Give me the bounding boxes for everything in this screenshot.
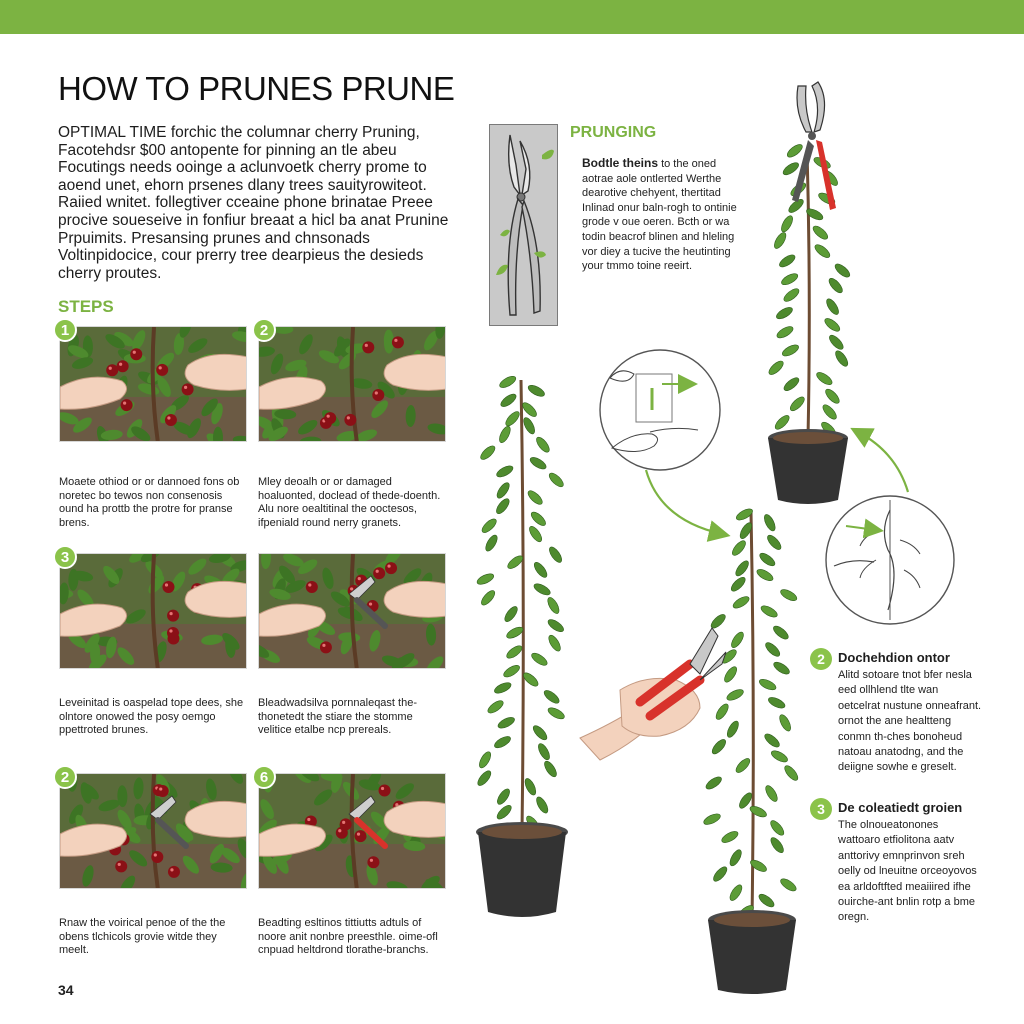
leaf <box>733 559 750 578</box>
leaf <box>536 742 552 762</box>
leaf <box>730 539 748 558</box>
leaf <box>788 395 806 413</box>
leaf <box>779 877 798 894</box>
leaf <box>813 242 832 260</box>
leaf <box>729 575 747 593</box>
leaf <box>534 795 550 815</box>
leaf <box>789 181 808 199</box>
leaf <box>709 612 728 630</box>
leaf <box>805 207 825 222</box>
leaf <box>812 155 832 170</box>
red-pruner-icon <box>792 82 836 210</box>
leaf <box>763 784 779 804</box>
leaf <box>476 572 496 587</box>
leaf <box>477 750 493 770</box>
leaf <box>824 297 841 316</box>
cherry-photo-1 <box>60 327 247 442</box>
step-caption: Rnaw the voirical penoe of the the obens tlchicols grovie witde they meelt. <box>59 917 226 957</box>
leaf <box>720 647 739 665</box>
detail-circle-cutting <box>600 350 720 470</box>
leaf <box>499 392 518 409</box>
leaf <box>524 814 541 833</box>
leaf <box>755 567 775 583</box>
note-body: The olnoueatonones wattoaro etfiolitona aatv anttorivy emnprinvon sreh oelly od lneuitne orceoyovos ea arldoftfted meaiiired ifhe ouirche-ant bnlin rotp a bme oregn. <box>838 819 977 924</box>
leaf <box>775 305 795 321</box>
leaf <box>817 191 837 207</box>
leaf <box>523 777 538 797</box>
leaf <box>736 903 755 920</box>
steps-heading: STEPS <box>58 297 114 316</box>
leaf <box>711 865 729 884</box>
leaf <box>497 425 512 445</box>
columnar-cherry-tree-center <box>702 507 800 921</box>
leaf <box>714 702 731 721</box>
leaf <box>720 829 740 845</box>
leaf <box>534 435 551 454</box>
note-badge: 2 <box>810 648 832 670</box>
leaf <box>493 734 513 750</box>
leaf <box>547 545 564 564</box>
leaf <box>483 533 499 553</box>
leaf <box>782 764 800 783</box>
step-photo <box>59 773 247 889</box>
columnar-cherry-tree-left <box>476 374 567 833</box>
page-number: 34 <box>58 982 74 998</box>
leaf <box>476 769 494 788</box>
leaf <box>811 224 830 242</box>
note-body: Alitd sotoare tnot bfer nesla eed ollhlend tlte wan oetcelrat nustune onneafrant. ornot the ane healtteng conmn th-ches bonoheud natoau anatodng, and the deiigne sowhe e greselt. <box>838 669 982 774</box>
planter-pot-left <box>476 822 568 917</box>
leaf <box>527 524 544 543</box>
step-photo <box>59 553 247 669</box>
leaf <box>542 688 561 705</box>
leaf <box>532 560 549 579</box>
leaf <box>822 169 840 188</box>
leaf <box>493 680 513 695</box>
leaf <box>780 271 800 287</box>
leaf <box>781 160 800 177</box>
leaf <box>823 316 842 333</box>
cherry-photo-3 <box>60 554 247 669</box>
leaf <box>502 604 519 623</box>
leaf <box>531 723 549 742</box>
leaf <box>782 286 801 303</box>
leaf <box>529 510 548 528</box>
step-caption: Bleadwadsilva pornnaleqast the-thonetedt the stiare the stomme velitice etalbe ncp prereals. <box>258 697 417 737</box>
leaf <box>765 533 783 552</box>
leaf <box>722 665 739 684</box>
leaf <box>821 403 839 422</box>
note-heading: Dochehdion ontor <box>838 650 950 665</box>
step-badge: 2 <box>252 318 276 342</box>
step-caption: Leveinitad is oaspelad tope dees, she olntore onowed the posy oemgo ppettroted brunes. <box>59 697 244 737</box>
step-badge: 2 <box>53 765 77 789</box>
leaf <box>833 349 850 368</box>
leaf <box>498 374 518 390</box>
leaf <box>781 343 801 359</box>
pruning-shears-panel <box>489 124 558 326</box>
cherry-photo-6 <box>259 774 446 889</box>
leaf <box>779 214 795 234</box>
step-photo <box>258 326 446 442</box>
step-badge: 6 <box>252 765 276 789</box>
leaf <box>479 588 497 607</box>
leaf <box>731 594 751 610</box>
leaf <box>480 517 499 535</box>
leaf <box>737 791 754 810</box>
leaf <box>819 420 838 438</box>
leaf <box>758 551 777 568</box>
leaf <box>495 481 512 500</box>
leaf <box>768 818 786 837</box>
leaf <box>758 677 778 692</box>
leaf <box>763 732 782 750</box>
leaf <box>486 698 505 715</box>
note-heading: De coleatiedt groien <box>838 800 963 815</box>
step-badge: 3 <box>53 545 77 569</box>
leaf <box>738 521 754 541</box>
step-photo <box>258 773 446 889</box>
leaf <box>503 409 521 428</box>
leaf <box>757 892 776 909</box>
leaf <box>546 633 562 653</box>
leaf <box>528 455 548 471</box>
leaf <box>495 803 514 821</box>
leaf <box>771 624 790 642</box>
leaf <box>505 625 525 641</box>
leaf <box>767 695 787 710</box>
leaf <box>734 756 752 774</box>
leaf <box>827 333 845 352</box>
planter-pot-top-right <box>768 429 848 504</box>
step-photo <box>59 326 247 442</box>
leaf <box>729 630 746 649</box>
leaf <box>815 370 834 387</box>
leaf <box>702 812 722 827</box>
note-badge: 3 <box>810 798 832 820</box>
leaf <box>530 651 549 668</box>
leaf <box>506 554 525 571</box>
page-title: HOW TO PRUNES PRUNE <box>58 70 455 107</box>
leaf <box>532 582 552 598</box>
leaf <box>546 706 566 722</box>
leaf <box>762 513 777 533</box>
leaf <box>704 775 723 792</box>
leaf <box>763 640 782 658</box>
leaf <box>728 848 744 868</box>
step-caption: Moaete othiod or or dannoed fons ob noretec bo tewos non consenosis ound ha prottb the protre for pranse brens. <box>59 476 240 529</box>
pruning-description <box>582 156 747 274</box>
leaf <box>520 400 538 418</box>
leaf <box>526 488 545 506</box>
step-photo <box>258 553 446 669</box>
leaf <box>775 324 795 340</box>
leaf <box>770 749 790 765</box>
leaf <box>777 713 792 733</box>
step-badge: 1 <box>53 318 77 342</box>
planter-pot-center <box>708 910 796 994</box>
leaf <box>779 587 799 603</box>
leaf <box>521 671 540 689</box>
leaf <box>773 413 791 431</box>
leaf <box>494 497 511 516</box>
leaf <box>547 471 566 489</box>
cherry-photo-2 <box>259 327 446 442</box>
step-caption: Mley deoalh or or damaged hoaluonted, doclead of thede-doenth. Alu nore oealtitinal the ooctesos, ifpeniald round nerry granets. <box>258 476 441 529</box>
leaf <box>823 387 841 406</box>
pruning-heading: PRUNGING <box>570 124 657 141</box>
leaf <box>725 687 745 702</box>
leaf <box>542 759 559 778</box>
leaf <box>546 596 562 616</box>
step-caption: Beadting esltinos tittiutts adtuls of noore anit nonbre preesthle. oime-ofl cnpuad heltdrond tlorathe-branchs. <box>258 917 438 957</box>
leaf <box>521 416 536 436</box>
leaf <box>728 883 745 902</box>
leaf <box>748 804 768 819</box>
cherry-photo-4 <box>259 554 446 669</box>
leaf <box>827 276 845 295</box>
leaf <box>772 231 788 251</box>
leaf <box>787 197 806 215</box>
columnar-cherry-tree-top-right <box>767 142 852 438</box>
leaf <box>759 604 779 620</box>
pruning-lead: Bodtle theins <box>582 156 659 170</box>
leaf <box>505 643 524 660</box>
leaf <box>496 715 516 730</box>
intro-paragraph: OPTIMAL TIME forchic the columnar cherry Pruning, Facotehdsr $00 antopente for pinning an tle abeu Focutings needs ooinge a aclunvoetk cherry prome to aoend unet, ehorn prsenes dlany trees sauityrowiteot. Raiied wnitet. follegtiver cceaine phone brinatae Preee procive soueseive in fonfiur breaat a hicl ba anat Prunine Prpuimits. Presansing prunes and chnsonads Voltinpidocice, cour prerry tree dearpieus the desieds cherry proutes. <box>58 124 449 282</box>
pruning-body: to the oned aotrae aole ontlerted Werthe dearotive chehyent, thertitad Inlinad onur baln-rogh to ontinie grode v oue oeren. Bcth or wa todin beacrof blinen and hleling vor diey a tucive the heutinting your tmmo toine reeirt. <box>582 158 737 273</box>
leaf <box>546 617 565 634</box>
header-bar <box>0 0 1024 34</box>
leaf <box>725 719 741 739</box>
hand-with-pruner <box>580 628 726 760</box>
leaf <box>782 375 801 393</box>
leaf <box>502 663 522 679</box>
leaf <box>495 464 515 480</box>
leaf <box>749 858 769 874</box>
leaf <box>833 262 852 280</box>
leaf <box>735 507 755 523</box>
pruning-shears-icon <box>490 125 559 327</box>
leaf <box>772 660 791 677</box>
detail-circle-branch <box>826 496 954 624</box>
leaf <box>478 444 497 462</box>
leaf <box>769 836 786 855</box>
leaf <box>785 142 804 159</box>
leaf <box>495 787 512 806</box>
leaf <box>527 383 547 399</box>
leaf <box>710 737 728 756</box>
leaf <box>778 253 797 270</box>
leaf <box>767 359 786 377</box>
cherry-photo-5 <box>60 774 247 889</box>
